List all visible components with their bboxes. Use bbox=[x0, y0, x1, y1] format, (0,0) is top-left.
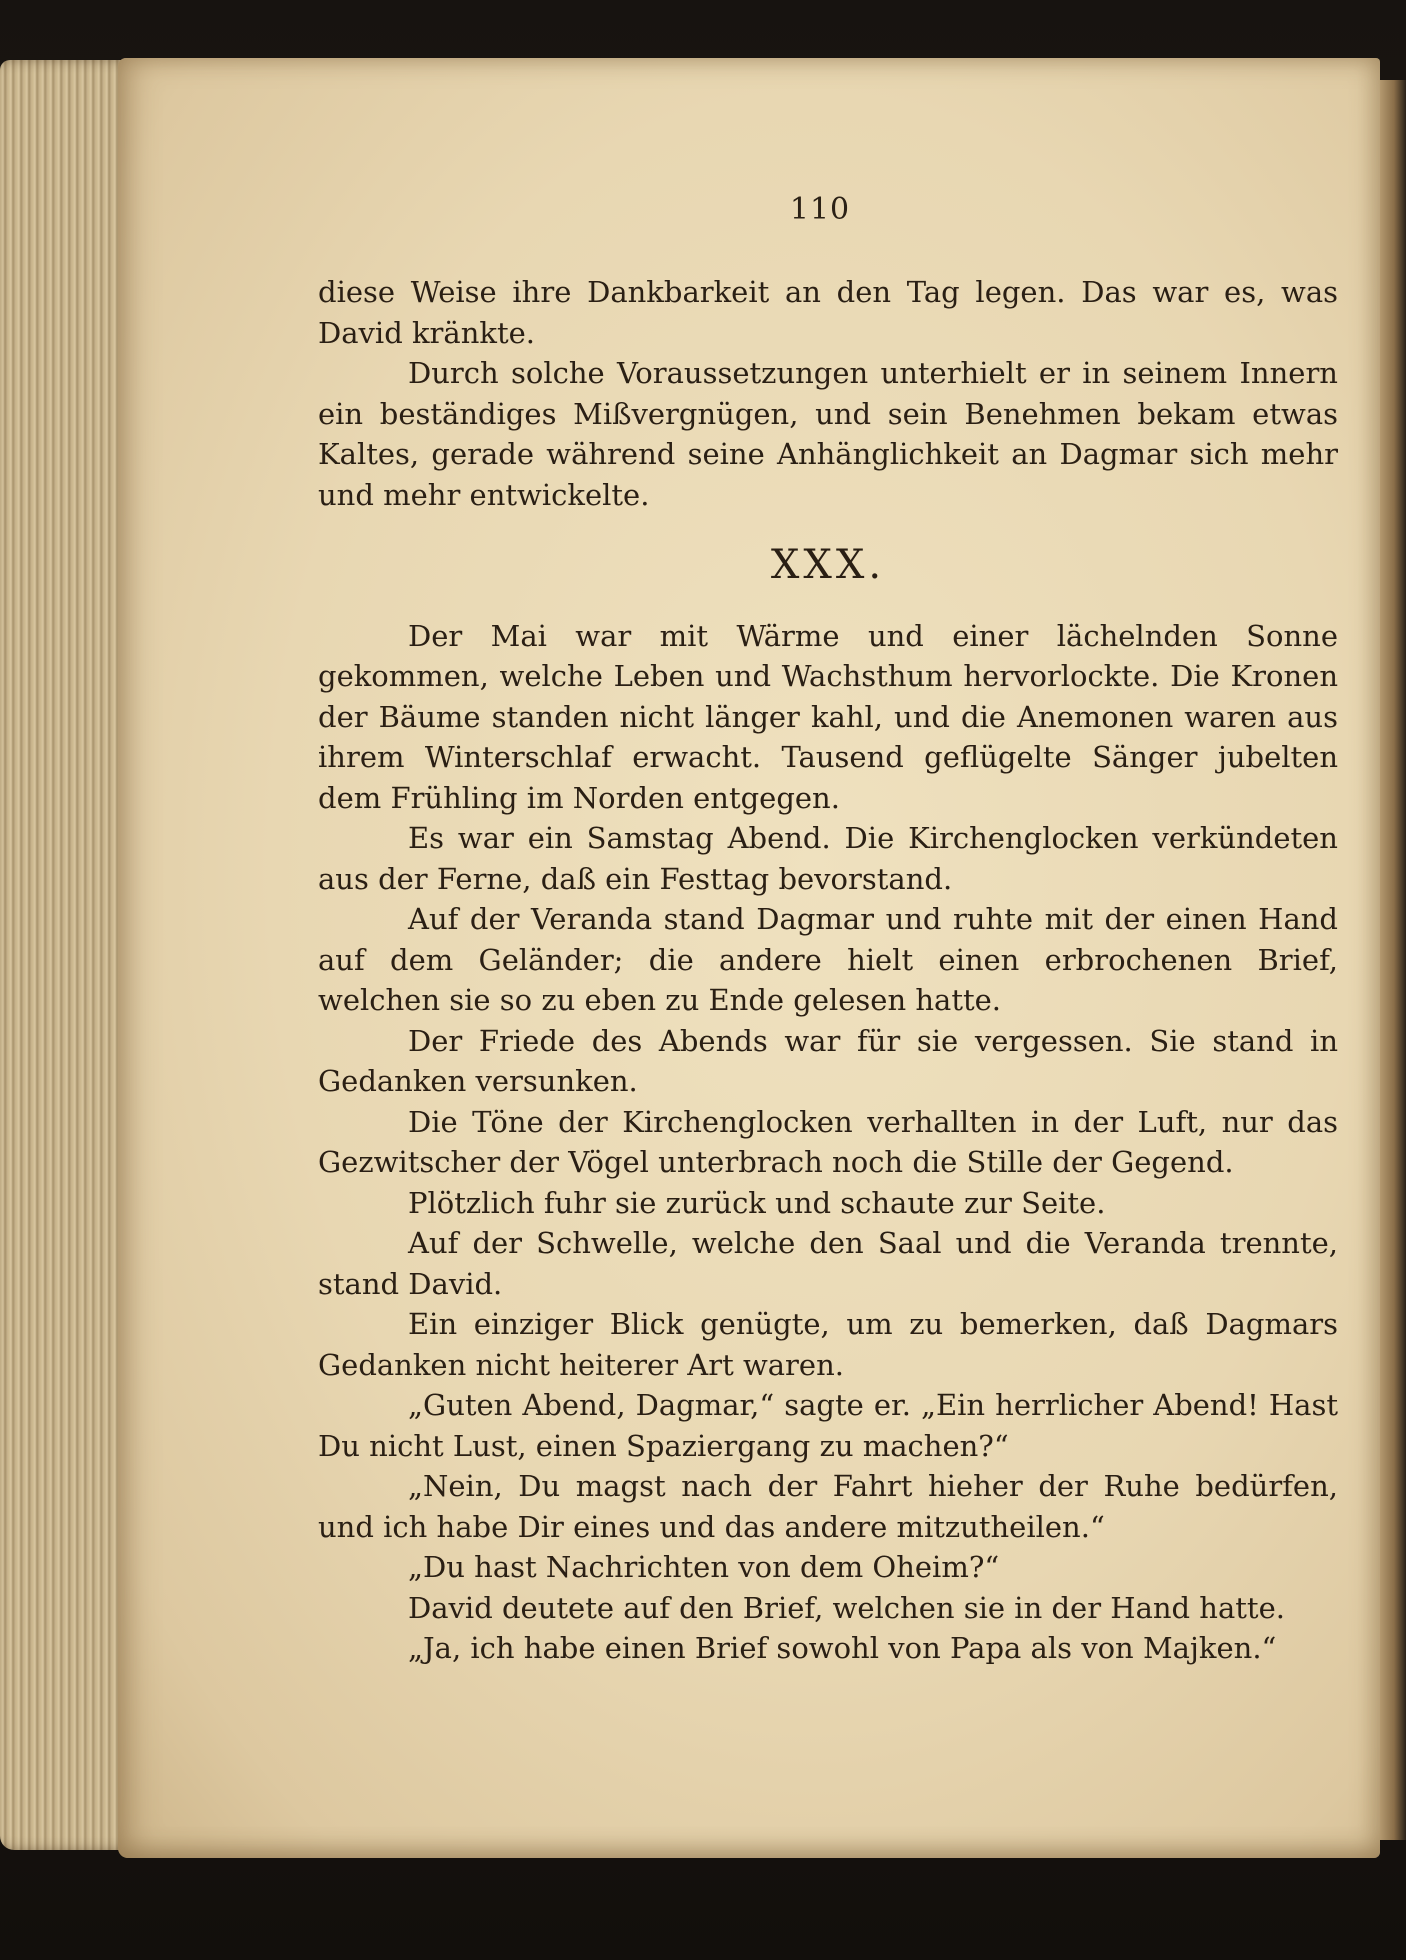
paragraph: „Guten Abend, Dagmar,“ sagte er. „Ein herrlicher Abend! Hast Du nicht Lust, einen Spaziergang zu machen?“ bbox=[318, 1388, 1338, 1463]
paragraph: Die Töne der Kirchenglocken verhallten in der Luft, nur das Gezwitscher der Vögel unterbrach noch die Stille der Gegend. bbox=[318, 1104, 1338, 1179]
page-text bbox=[318, 272, 1338, 1669]
page-number: 110 bbox=[789, 192, 851, 227]
paragraph: Es war ein Samstag Abend. Die Kirchenglocken verkündeten aus der Ferne, daß ein Festtag bevorstand. bbox=[318, 821, 1338, 896]
paragraph: Plötzlich fuhr sie zurück und schaute zur Seite. bbox=[408, 1185, 1106, 1220]
paragraph: „Ja, ich habe einen Brief sowohl von Papa als von Majken.“ bbox=[408, 1631, 1277, 1665]
paragraph: Durch solche Voraussetzungen unterhielt er in seinem Innern ein beständiges Mißvergnügen, und sein Benehmen bekam etwas Kaltes, gerade während seine Anhänglichkeit an Dagmar sich mehr und mehr entwickelte. bbox=[318, 356, 1338, 512]
paragraph: Auf der Schwelle, welche den Saal und die Veranda trennte, stand David. bbox=[318, 1226, 1338, 1301]
paragraph: „Du hast Nachrichten von dem Oheim?“ bbox=[408, 1550, 1000, 1584]
paragraph: David deutete auf den Brief, welchen sie in der Hand hatte. bbox=[408, 1590, 1285, 1625]
paragraph: Der Mai war mit Wärme und einer lächelnden Sonne gekommen, welche Leben und Wachsthum hervorlockte. Die Kronen der Bäume standen nicht länger kahl, und die Anemonen waren aus ihrem Winterschlaf erwacht. Tausend geflügelte Sänger jubelten dem Frühling im Norden entgegen. bbox=[318, 618, 1338, 815]
paragraph: Der Friede des Abends war für sie vergessen. Sie stand in Gedanken versunken. bbox=[318, 1023, 1338, 1098]
paragraph: „Nein, Du magst nach der Fahrt hieher der Ruhe bedürfen, und ich habe Dir eines und das andere mitzutheilen.“ bbox=[318, 1469, 1338, 1544]
book-gutter bbox=[1376, 80, 1406, 1840]
paragraph: Ein einziger Blick genügte, um zu bemerken, daß Dagmars Gedanken nicht heiterer Art waren. bbox=[318, 1307, 1338, 1382]
paragraph-continuation: diese Weise ihre Dankbarkeit an den Tag legen. Das war es, was David kränkte. bbox=[318, 275, 1338, 350]
paragraph: Auf der Veranda stand Dagmar und ruhte mit der einen Hand auf dem Geländer; die andere hielt einen erbrochenen Brief, welchen sie so zu eben zu Ende gelesen hatte. bbox=[318, 902, 1338, 1017]
chapter-heading: XXX. bbox=[770, 542, 886, 588]
